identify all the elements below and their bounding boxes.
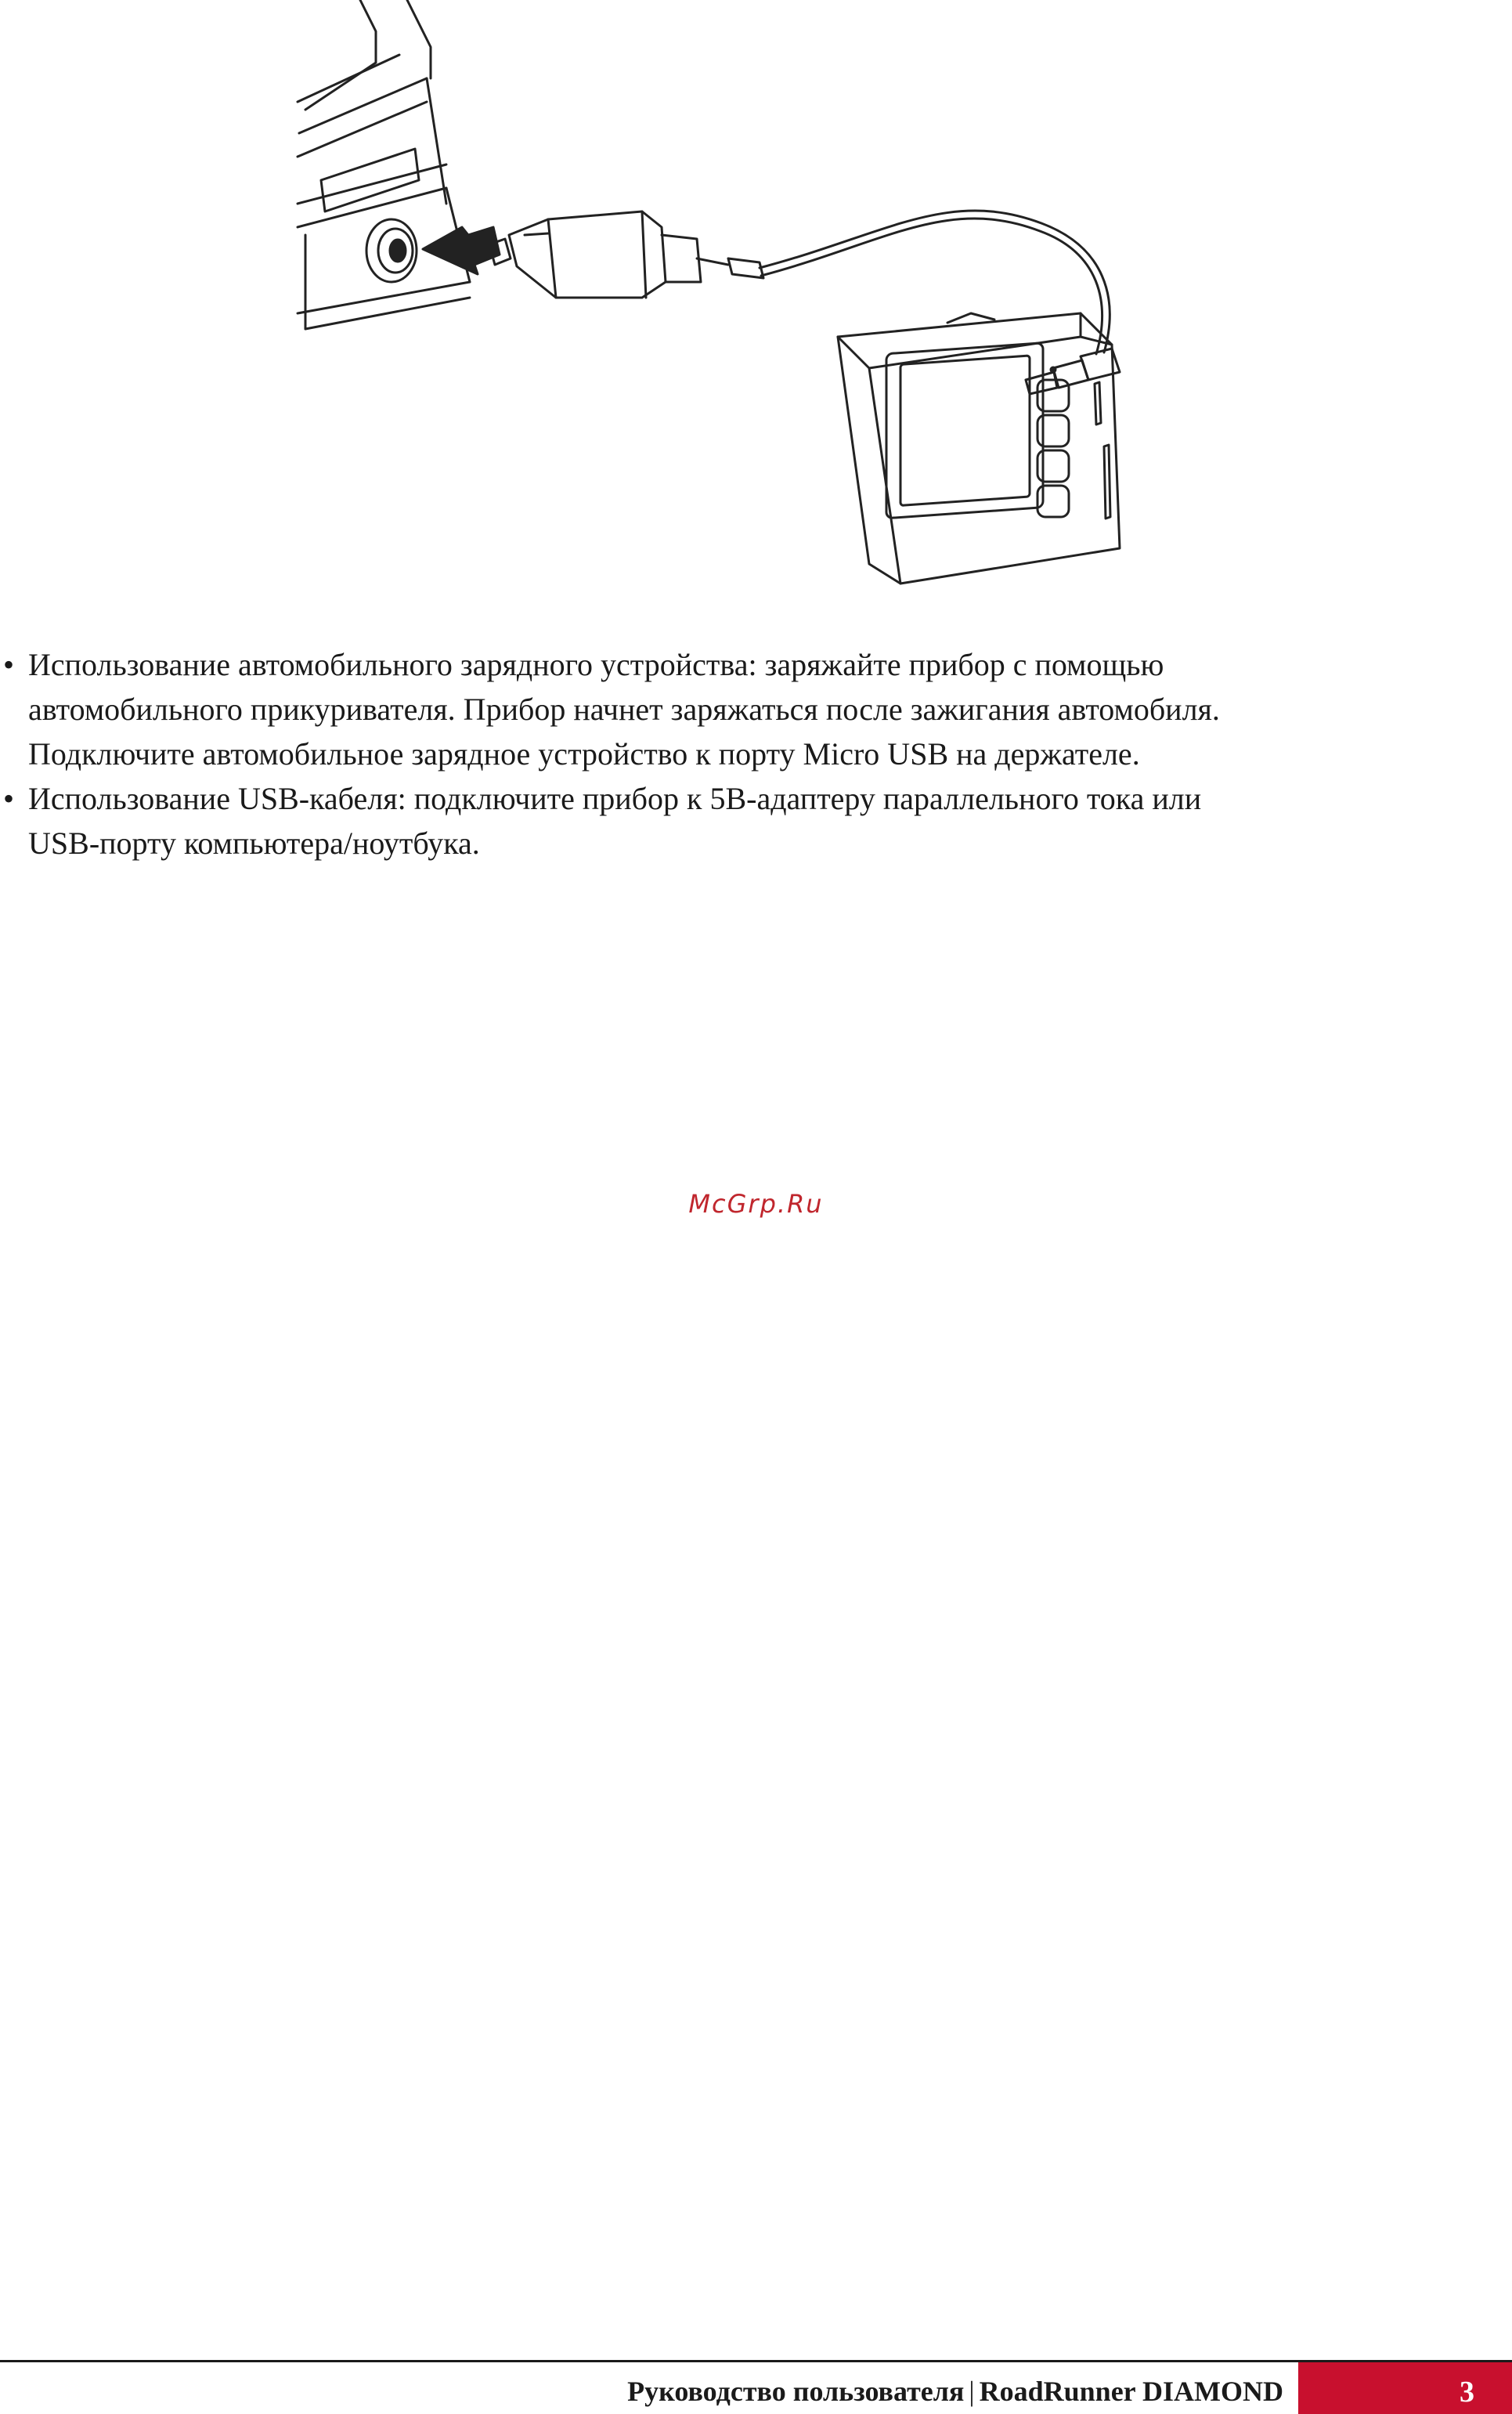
list-item-line: USB-порту компьютера/ноутбука. <box>28 826 480 861</box>
cigarette-lighter-socket-drawing <box>366 219 417 282</box>
list-item-line: Подключите автомобильное зарядное устройство к порту Micro USB на держателе. <box>28 736 1140 772</box>
footer-title <box>627 2375 1283 2408</box>
page-number: 3 <box>1460 2376 1474 2409</box>
product-name: RoadRunner DIAMOND <box>979 2376 1283 2407</box>
list-item-line: автомобильного прикуривателя. Прибор начнет заряжаться после зажигания автомобиля. <box>28 692 1220 727</box>
list-item-line: Использование автомобильного зарядного устройства: заряжайте прибор с помощью <box>28 647 1164 682</box>
instruction-list <box>0 642 1488 865</box>
manual-label: Руководство пользователя <box>627 2376 965 2407</box>
car-charger-connection-diagram <box>290 0 1190 595</box>
footer-separator: | <box>969 2376 975 2407</box>
bullet-marker: • <box>3 647 15 682</box>
dashcam-drawing <box>838 313 1120 584</box>
usb-cable <box>760 211 1110 352</box>
micro-usb-connector-drawing <box>1026 349 1120 394</box>
car-charger-drawing <box>489 211 763 298</box>
bullet-marker: • <box>3 781 15 816</box>
list-item <box>0 776 1488 865</box>
insert-arrow <box>423 227 500 274</box>
page-footer <box>0 2362 1512 2414</box>
list-item-line: Использование USB-кабеля: подключите прибор к 5В-адаптеру параллельного тока или <box>28 781 1202 816</box>
list-item <box>0 642 1488 776</box>
page-number-badge <box>1298 2362 1512 2414</box>
watermark-text: McGrp.Ru <box>688 1189 824 1219</box>
